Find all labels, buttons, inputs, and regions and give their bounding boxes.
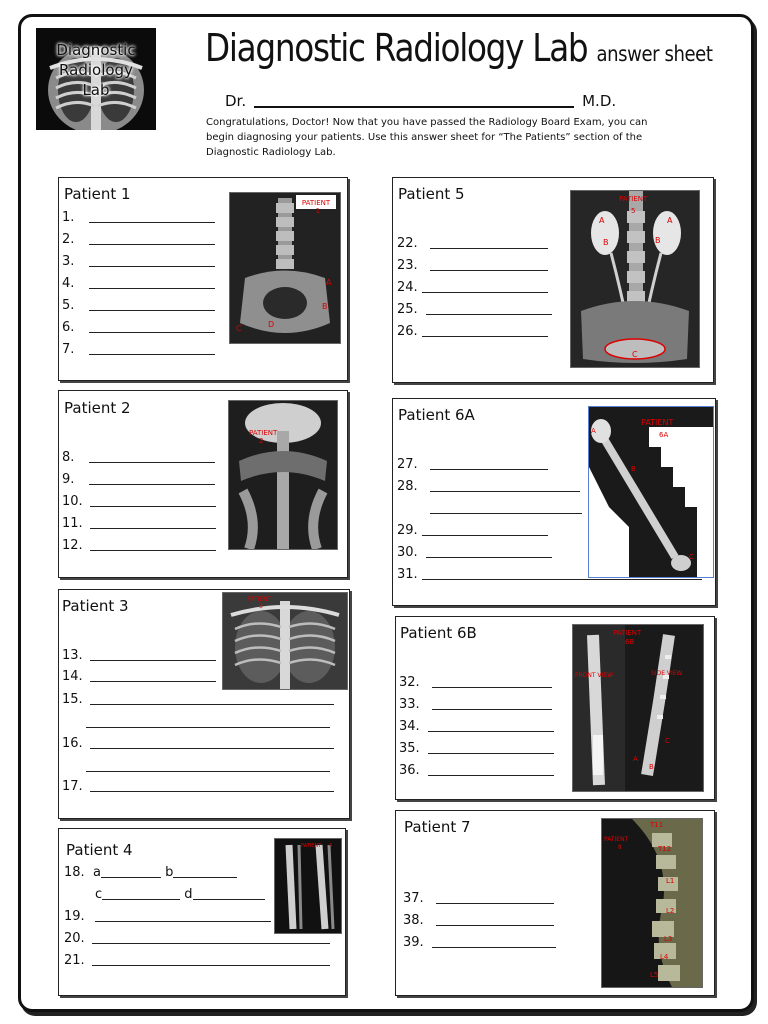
- question-number: 25.: [397, 302, 418, 317]
- logo-line-2: Lab: [82, 81, 110, 99]
- answer-blank[interactable]: [90, 692, 334, 705]
- answer-blank[interactable]: [436, 913, 554, 926]
- logo-chest-xray: [36, 28, 156, 130]
- question-number: 27.: [397, 457, 418, 472]
- answer-row: [399, 719, 554, 734]
- image-label: A: [633, 755, 638, 763]
- answer-blank[interactable]: [436, 891, 554, 904]
- answer-blank-continuation[interactable]: [86, 771, 330, 772]
- answer-row: [397, 302, 552, 317]
- sub-label: d: [184, 887, 193, 902]
- answer-blank[interactable]: [430, 457, 548, 470]
- image-label: FRONT VIEW: [575, 672, 614, 679]
- doctor-name-line: [225, 92, 616, 110]
- question-number: 6.: [62, 320, 75, 335]
- intro-text: Congratulations, Doctor! Now that you have passed the Radiology Board Exam, you can begin diagnosing your patients. Use this answer sheet for “The Patients” section of the Diagnostic Radiology Lab.: [206, 117, 648, 158]
- answer-blank[interactable]: [90, 669, 216, 682]
- image-label: 4: [329, 843, 333, 849]
- image-label: PATIENT: [613, 629, 642, 637]
- question-number: 26.: [397, 324, 418, 339]
- question-number: 39.: [403, 935, 424, 950]
- question-number: 35.: [399, 741, 420, 756]
- answer-row: [62, 538, 216, 553]
- answer-row: [64, 953, 330, 968]
- answer-row: [399, 763, 554, 778]
- answer-blank[interactable]: [89, 276, 215, 289]
- image-label: B: [603, 238, 609, 247]
- answer-row: [403, 891, 554, 906]
- answer-row: [64, 865, 237, 880]
- patient-2-title: Patient 2: [64, 399, 131, 417]
- image-label: 3: [259, 603, 263, 610]
- title-sub: answer sheet: [596, 42, 713, 66]
- question-number: 36.: [399, 763, 420, 778]
- answer-row: [397, 324, 548, 339]
- patient-5-title: Patient 5: [398, 185, 465, 203]
- answer-blank[interactable]: [89, 450, 215, 463]
- answer-row: [95, 887, 265, 902]
- title-main: Diagnostic Radiology Lab: [205, 26, 588, 70]
- question-number: 3.: [62, 254, 75, 269]
- answer-row: [62, 736, 334, 751]
- doctor-name-field[interactable]: [254, 106, 574, 108]
- image-label: PATIENT: [249, 429, 278, 437]
- answer-row: [399, 741, 554, 756]
- question-number: 4.: [62, 276, 75, 291]
- answer-blank[interactable]: [432, 935, 556, 948]
- question-number: 34.: [399, 719, 420, 734]
- question-number: 38.: [403, 913, 424, 928]
- image-label: D: [268, 320, 275, 329]
- answer-row: [397, 523, 548, 538]
- answer-row: [399, 675, 552, 690]
- image-label: A: [326, 278, 332, 287]
- answer-blank[interactable]: [92, 953, 330, 966]
- answer-row: [399, 697, 552, 712]
- patient-6b-title: Patient 6B: [400, 624, 477, 642]
- image-label: 6B: [625, 638, 635, 646]
- question-number: 23.: [397, 258, 418, 273]
- patient-1-xray: [229, 192, 341, 344]
- question-number: 8.: [62, 450, 75, 465]
- question-number: 1.: [62, 210, 75, 225]
- answer-blank[interactable]: [422, 280, 548, 293]
- question-number: 7.: [62, 342, 75, 357]
- image-label: B: [631, 465, 636, 473]
- answer-blank[interactable]: [430, 236, 548, 249]
- answer-blank[interactable]: [422, 324, 548, 337]
- answer-row: [62, 692, 334, 707]
- answer-row: [62, 450, 215, 465]
- answer-row: [397, 545, 552, 560]
- answer-row: [403, 913, 554, 928]
- image-label: 1: [315, 207, 321, 215]
- answer-blank[interactable]: [426, 302, 552, 315]
- patient-3-title: Patient 3: [62, 597, 129, 615]
- answer-row: [62, 298, 215, 313]
- image-label: PATIENT: [301, 199, 331, 207]
- answer-blank[interactable]: [101, 865, 161, 878]
- question-number: 13.: [62, 648, 83, 663]
- answer-blank[interactable]: [90, 516, 216, 529]
- image-label: L4: [660, 953, 669, 961]
- answer-blank-continuation[interactable]: [86, 727, 330, 728]
- dr-prefix: Dr.: [225, 92, 247, 110]
- question-number: 18.: [64, 865, 85, 880]
- page-title: [205, 26, 712, 70]
- image-label: T12: [658, 845, 672, 853]
- image-label: C: [665, 737, 670, 745]
- image-label: L2: [666, 907, 675, 915]
- answer-row: [62, 232, 215, 247]
- answer-blank[interactable]: [432, 697, 552, 710]
- answer-blank[interactable]: [422, 523, 548, 536]
- image-label: PATIENT: [301, 843, 322, 849]
- answer-row: [62, 210, 215, 225]
- image-label: B: [655, 236, 661, 245]
- question-number: 19.: [64, 909, 85, 924]
- answer-blank[interactable]: [428, 719, 554, 732]
- answer-blank[interactable]: [90, 538, 216, 551]
- answer-blank[interactable]: [89, 254, 215, 267]
- answer-blank[interactable]: [193, 887, 265, 900]
- patient-6a-title: Patient 6A: [398, 406, 475, 424]
- answer-blank[interactable]: [426, 545, 552, 558]
- answer-row: [397, 457, 548, 472]
- sub-label: b: [165, 865, 174, 880]
- question-number: 22.: [397, 236, 418, 251]
- patient-6b-xray: [572, 624, 704, 792]
- image-label: SIDE VIEW: [651, 670, 683, 677]
- answer-blank[interactable]: [430, 258, 548, 271]
- answer-row: [397, 280, 548, 295]
- image-label: T11: [650, 821, 664, 829]
- question-number: 28.: [397, 479, 418, 494]
- question-number: 20.: [64, 931, 85, 946]
- dr-suffix: M.D.: [582, 92, 617, 110]
- question-number: 9.: [62, 472, 75, 487]
- answer-row: [62, 472, 215, 487]
- answer-blank[interactable]: [428, 741, 554, 754]
- image-label: L5: [650, 971, 659, 979]
- answer-blank[interactable]: [428, 763, 554, 776]
- answer-row: [62, 779, 334, 794]
- patient-4-title: Patient 4: [66, 841, 133, 859]
- question-number: 2.: [62, 232, 75, 247]
- patient-1-title: Patient 1: [64, 185, 131, 203]
- answer-row: [62, 320, 215, 335]
- image-label: B: [649, 763, 654, 771]
- question-number: 32.: [399, 675, 420, 690]
- answer-blank[interactable]: [90, 736, 334, 749]
- answer-blank[interactable]: [90, 779, 334, 792]
- question-number: 16.: [62, 736, 83, 751]
- answer-blank[interactable]: [89, 472, 215, 485]
- image-label: PATIENT: [619, 195, 648, 203]
- answer-row: [397, 258, 548, 273]
- question-number: 17.: [62, 779, 83, 794]
- patient-7-xray: [601, 818, 703, 988]
- sub-label: c: [95, 887, 103, 902]
- answer-row: [62, 516, 216, 531]
- answer-blank[interactable]: [430, 479, 580, 492]
- answer-row: [62, 276, 215, 291]
- question-number: 10.: [62, 494, 83, 509]
- answer-blank[interactable]: [89, 210, 215, 223]
- question-number: 14.: [62, 669, 83, 684]
- answer-blank[interactable]: [95, 909, 271, 922]
- image-label: C: [236, 324, 242, 333]
- question-number: 15.: [62, 692, 83, 707]
- image-label: 8: [618, 844, 622, 851]
- image-label: L1: [666, 877, 675, 885]
- image-label: 2: [259, 437, 264, 445]
- image-label: A: [591, 427, 596, 435]
- answer-blank[interactable]: [89, 298, 215, 311]
- logo-line-1: Diagnostic Radiology: [56, 41, 136, 79]
- image-label: A: [599, 216, 605, 225]
- patient-6a-xray: [588, 406, 714, 578]
- patient-5-xray: [570, 190, 700, 368]
- question-number: 29.: [397, 523, 418, 538]
- image-label: PATIENT: [641, 418, 674, 427]
- answer-blank[interactable]: [89, 232, 215, 245]
- image-label: 6A: [659, 431, 669, 439]
- image-label: A: [667, 216, 673, 225]
- question-number: 11.: [62, 516, 83, 531]
- patient-4-xray: [274, 838, 342, 934]
- image-label: C: [632, 350, 638, 359]
- answer-blank-continuation[interactable]: [430, 513, 582, 514]
- answer-blank[interactable]: [173, 865, 237, 878]
- question-number: 37.: [403, 891, 424, 906]
- patient-2-xray: [228, 400, 338, 550]
- question-number: 31.: [397, 567, 418, 582]
- answer-blank[interactable]: [432, 675, 552, 688]
- answer-row: [403, 935, 556, 950]
- question-number: 33.: [399, 697, 420, 712]
- answer-blank[interactable]: [89, 342, 215, 355]
- answer-row: [62, 342, 215, 357]
- answer-blank[interactable]: [90, 648, 216, 661]
- image-label: L3: [664, 935, 673, 943]
- answer-blank[interactable]: [89, 320, 215, 333]
- image-label: PATIENT: [604, 836, 629, 843]
- question-number: 24.: [397, 280, 418, 295]
- answer-row: [62, 494, 216, 509]
- answer-row: [62, 254, 215, 269]
- question-number: 12.: [62, 538, 83, 553]
- answer-row: [62, 669, 216, 684]
- image-label: 5: [631, 207, 636, 215]
- answer-row: [397, 479, 580, 494]
- question-number: 21.: [64, 953, 85, 968]
- patient-3-xray: [222, 592, 348, 690]
- answer-row: [64, 909, 271, 924]
- patient-7-title: Patient 7: [404, 818, 471, 836]
- answer-blank[interactable]: [90, 494, 216, 507]
- image-label: C: [689, 553, 694, 561]
- image-label: B: [322, 302, 328, 311]
- answer-blank[interactable]: [102, 887, 180, 900]
- image-label: PATIENT: [247, 596, 272, 603]
- sub-label: a: [92, 865, 101, 880]
- answer-row: [397, 236, 548, 251]
- answer-row: [62, 648, 216, 663]
- question-number: 30.: [397, 545, 418, 560]
- question-number: 5.: [62, 298, 75, 313]
